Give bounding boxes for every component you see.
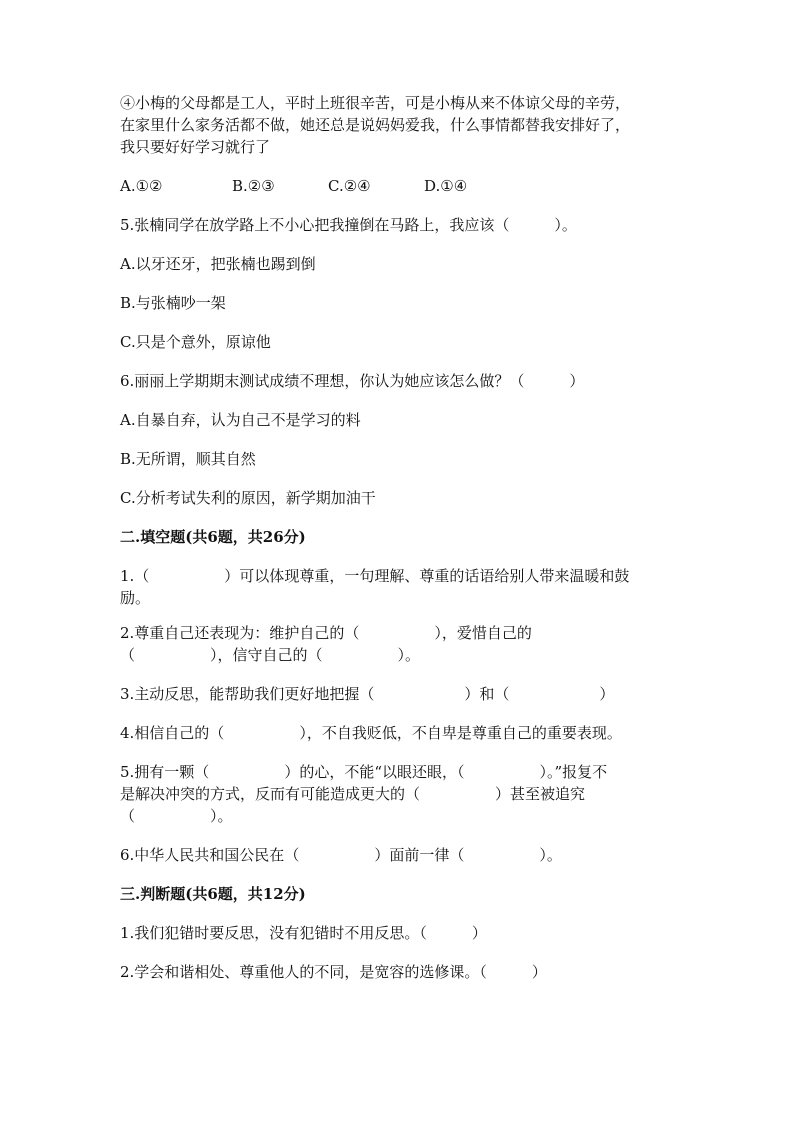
text-line: （ ）。	[120, 807, 233, 825]
question-5-choice-a: A.以牙还牙，把张楠也踢到倒	[120, 255, 316, 273]
text-line: 是解决冲突的方式，反而有可能造成更大的（ ）甚至被追究	[120, 785, 586, 803]
text-line: （ ），信守自己的（ ）。	[120, 646, 421, 664]
section-3-title: 三.判断题(共6题，共12分)	[120, 885, 306, 903]
question-4-answer-choices	[120, 175, 680, 197]
choice-b: B.②③	[232, 177, 275, 195]
question-6-stem: 6.丽丽上学期期末测试成绩不理想，你认为她应该怎么做？（ ）	[120, 372, 585, 390]
fill-question-3: 3.主动反思，能帮助我们更好地把握（ ）和（ ）	[120, 685, 615, 703]
choice-d: D.①④	[424, 177, 468, 195]
text-line: 5.拥有一颗（ ）的心，不能“以眼还眼，（ ）。”报复不	[120, 763, 608, 781]
text-line: 励。	[120, 589, 151, 607]
exam-page	[120, 92, 680, 983]
judge-question-1: 1.我们犯错时要反思，没有犯错时不用反思。（ ）	[120, 924, 487, 942]
question-6-choice-b: B.无所谓，顺其自然	[120, 450, 256, 468]
fill-question-4: 4.相信自己的（ ），不自我贬低，不自卑是尊重自己的重要表现。	[120, 724, 622, 742]
question-4-option-4	[120, 92, 680, 158]
text-line: 1.（ ）可以体现尊重，一句理解、尊重的话语给别人带来温暖和鼓	[120, 567, 630, 585]
text-line: 2.尊重自己还表现为：维护自己的（ ），爱惜自己的	[120, 624, 532, 642]
text-line: 我只要好好学习就行了	[120, 138, 271, 156]
fill-question-5	[120, 761, 680, 827]
choice-a: A.①②	[120, 177, 163, 195]
text-line: ④小梅的父母都是工人，平时上班很辛苦，可是小梅从来不体谅父母的辛劳，	[120, 94, 631, 112]
question-6-choice-a: A.自暴自弃，认为自己不是学习的料	[120, 411, 361, 429]
question-5-choice-c: C.只是个意外，原谅他	[120, 333, 271, 351]
judge-question-2: 2.学会和谐相处、尊重他人的不同，是宽容的选修课。（ ）	[120, 963, 547, 981]
question-6-choice-c: C.分析考试失利的原因，新学期加油干	[120, 489, 376, 507]
question-5-choice-b: B.与张楠吵一架	[120, 294, 226, 312]
fill-question-6: 6.中华人民共和国公民在（ ）面前一律（ ）。	[120, 846, 562, 864]
section-2-title: 二.填空题(共6题，共26分)	[120, 528, 306, 546]
question-5-stem: 5.张楠同学在放学路上不小心把我撞倒在马路上，我应该（ ）。	[120, 216, 577, 234]
fill-question-2	[120, 622, 680, 666]
text-line: 在家里什么家务活都不做，她还总是说妈妈爱我，什么事情都替我安排好了，	[120, 116, 631, 134]
fill-question-1	[120, 565, 680, 609]
choice-c: C.②④	[328, 177, 371, 195]
